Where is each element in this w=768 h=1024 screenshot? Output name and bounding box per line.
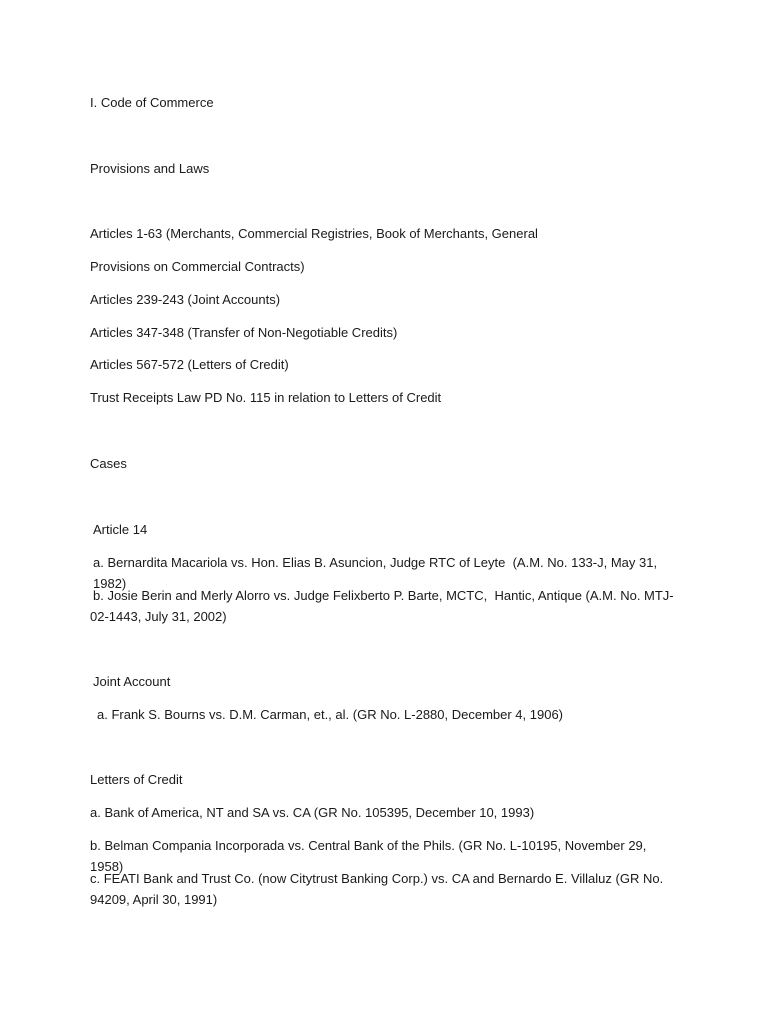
provision-item: Articles 239-243 (Joint Accounts) (90, 292, 281, 307)
letters-of-credit-heading: Letters of Credit (90, 772, 183, 787)
case-item: b. Josie Berin and Merly Alorro vs. Judge Felixberto P. Barte, MCTC, Hantic, Antique (A.M. No. MTJ-02-1443, July 31, 2002) (90, 588, 674, 624)
case-item: a. Frank S. Bourns vs. D.M. Carman, et., al. (GR No. L-2880, December 4, 1906) (97, 707, 564, 722)
provision-item: Articles 347-348 (Transfer of Non-Negotiable Credits) (90, 325, 398, 340)
case-item: b. Belman Compania Incorporada vs. Central Bank of the Phils. (GR No. L-10195, November 29, 1958) (90, 838, 651, 874)
article14-heading: Article 14 (93, 522, 148, 537)
provision-item: Articles 567-572 (Letters of Credit) (90, 357, 289, 372)
provision-item: Provisions on Commercial Contracts) (90, 259, 305, 274)
provisions-heading: Provisions and Laws (90, 161, 210, 176)
case-item: a. Bernardita Macariola vs. Hon. Elias B. Asuncion, Judge RTC of Leyte (A.M. No. 133-J, May 31, 1982) (93, 555, 661, 591)
case-item: a. Bank of America, NT and SA vs. CA (GR No. 105395, December 10, 1993) (90, 805, 535, 820)
joint-account-heading: Joint Account (93, 674, 171, 689)
cases-heading: Cases (90, 456, 127, 471)
document-heading: I. Code of Commerce (90, 95, 214, 110)
case-item: c. FEATI Bank and Trust Co. (now Citytrust Banking Corp.) vs. CA and Bernardo E. Villaluz (GR No. 94209, April 30, 1991) (90, 871, 667, 907)
provision-item: Articles 1-63 (Merchants, Commercial Registries, Book of Merchants, General (90, 226, 538, 241)
provision-item: Trust Receipts Law PD No. 115 in relation to Letters of Credit (90, 390, 442, 405)
